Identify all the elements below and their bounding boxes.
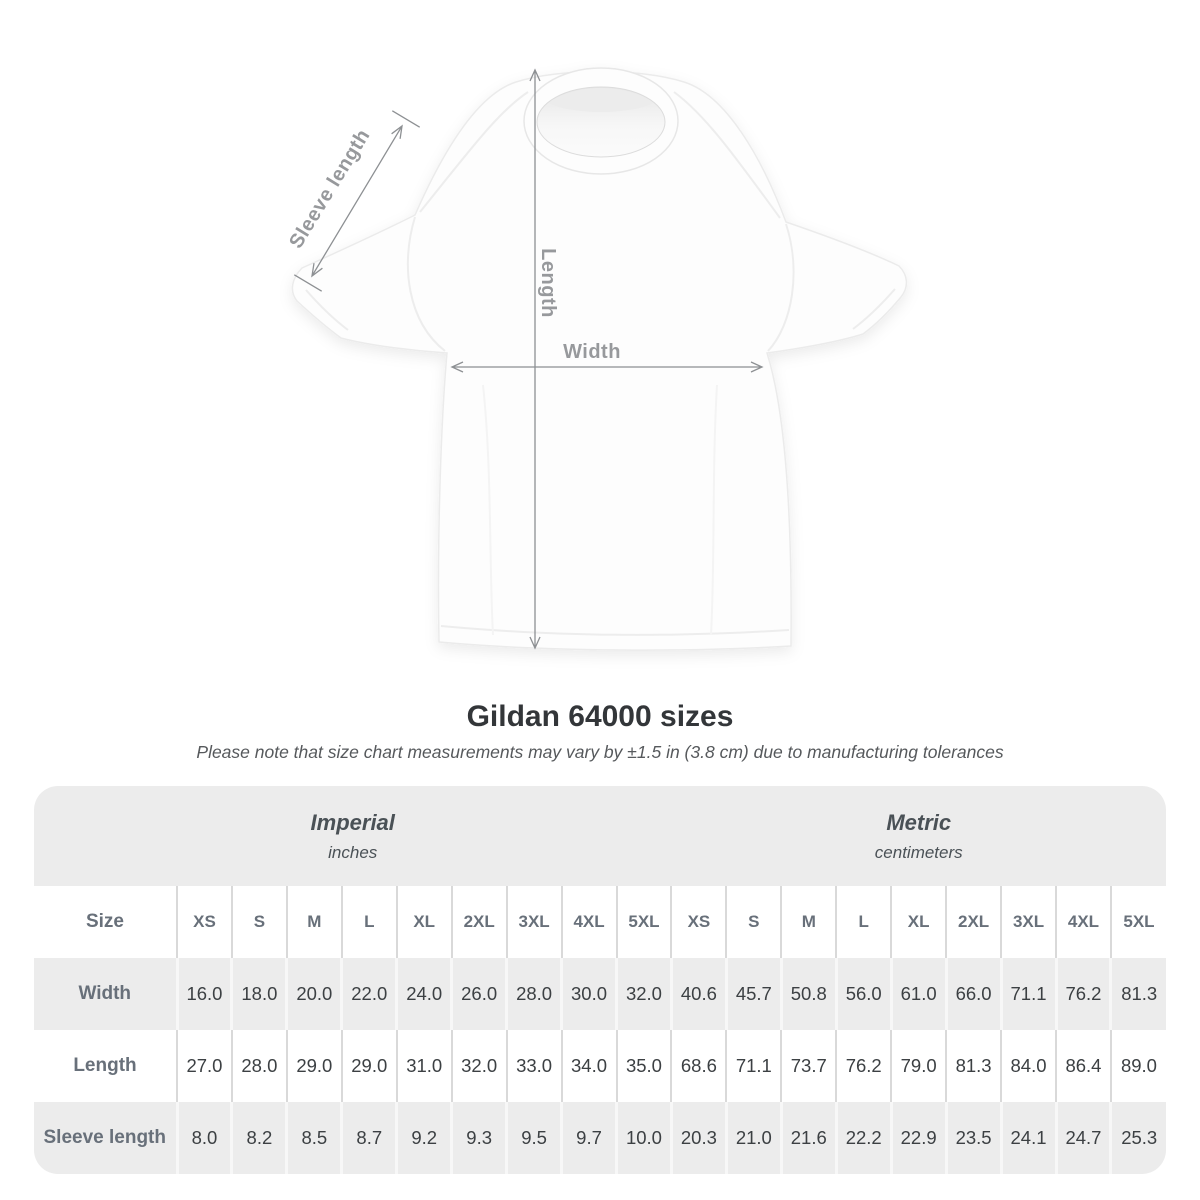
sleeve-value-cell: 8.2	[232, 1102, 287, 1174]
size-col-header: 2XL	[452, 886, 507, 958]
length-row	[34, 1030, 1166, 1102]
size-chart-table	[34, 786, 1166, 1174]
length-value-cell: 33.0	[507, 1030, 562, 1102]
width-value-cell: 18.0	[232, 958, 287, 1030]
sleeve-value-cell: 21.0	[726, 1102, 781, 1174]
width-value-cell: 81.3	[1111, 958, 1166, 1030]
tshirt-diagram-svg	[240, 40, 960, 680]
width-value-cell: 40.6	[671, 958, 726, 1030]
width-value-cell: 45.7	[726, 958, 781, 1030]
width-value-cell: 22.0	[342, 958, 397, 1030]
length-value-cell: 28.0	[232, 1030, 287, 1102]
sleeve-value-cell: 21.6	[781, 1102, 836, 1174]
row-label-length: Length	[34, 1030, 177, 1102]
row-label-sleeve-length: Sleeve length	[34, 1102, 177, 1174]
width-value-cell: 66.0	[946, 958, 1001, 1030]
imperial-group-unit: inches	[328, 842, 378, 862]
size-col-header: M	[287, 886, 342, 958]
width-value-cell: 16.0	[177, 958, 232, 1030]
imperial-group-header	[34, 786, 671, 886]
length-value-cell: 35.0	[617, 1030, 672, 1102]
metric-group-header	[671, 786, 1166, 886]
width-value-cell: 20.0	[287, 958, 342, 1030]
length-value-cell: 84.0	[1001, 1030, 1056, 1102]
size-col-header: S	[232, 886, 287, 958]
sleeve-value-cell: 25.3	[1111, 1102, 1166, 1174]
sleeve-value-cell: 9.3	[452, 1102, 507, 1174]
row-label-size: Size	[34, 886, 177, 958]
sleeve-value-cell: 24.1	[1001, 1102, 1056, 1174]
page-title: Gildan 64000 sizes	[466, 700, 734, 733]
length-value-cell: 71.1	[726, 1030, 781, 1102]
size-col-header: XS	[177, 886, 232, 958]
width-row	[34, 958, 1166, 1030]
width-value-cell: 32.0	[617, 958, 672, 1030]
tolerance-note: Please note that size chart measurements may vary by ±1.5 in (3.8 cm) due to manufacturing tolerances	[196, 742, 1004, 762]
length-value-cell: 89.0	[1111, 1030, 1166, 1102]
size-col-header: 4XL	[562, 886, 617, 958]
metric-group-title: Metric	[886, 809, 952, 835]
row-label-width: Width	[34, 958, 177, 1030]
sleeve-value-cell: 23.5	[946, 1102, 1001, 1174]
sleeve-value-cell: 9.2	[397, 1102, 452, 1174]
sleeve-length-row	[34, 1102, 1166, 1174]
length-value-cell: 27.0	[177, 1030, 232, 1102]
sleeve-value-cell: 22.2	[836, 1102, 891, 1174]
imperial-group-title: Imperial	[310, 809, 395, 835]
length-value-cell: 34.0	[562, 1030, 617, 1102]
size-col-header: 3XL	[507, 886, 562, 958]
size-col-header: 3XL	[1001, 886, 1056, 958]
length-value-cell: 81.3	[946, 1030, 1001, 1102]
size-col-header: XL	[891, 886, 946, 958]
unit-group-row	[34, 786, 1166, 886]
sleeve-value-cell: 10.0	[617, 1102, 672, 1174]
sleeve-value-cell: 9.5	[507, 1102, 562, 1174]
length-value-cell: 79.0	[891, 1030, 946, 1102]
sleeve-value-cell: 20.3	[671, 1102, 726, 1174]
size-col-header: XS	[671, 886, 726, 958]
length-value-cell: 31.0	[397, 1030, 452, 1102]
width-value-cell: 61.0	[891, 958, 946, 1030]
size-col-header: M	[781, 886, 836, 958]
size-col-header: 4XL	[1056, 886, 1111, 958]
size-col-header: 5XL	[617, 886, 672, 958]
size-col-header: S	[726, 886, 781, 958]
sleeve-value-cell: 9.7	[562, 1102, 617, 1174]
tshirt-measurement-diagram	[240, 40, 960, 680]
size-chart-card	[34, 786, 1166, 1174]
sleeve-value-cell: 8.7	[342, 1102, 397, 1174]
length-dimension-label: Length	[537, 248, 559, 318]
collar	[524, 68, 678, 174]
width-value-cell: 71.1	[1001, 958, 1056, 1030]
length-value-cell: 73.7	[781, 1030, 836, 1102]
width-dimension-label: Width	[563, 341, 621, 363]
size-header-row	[34, 886, 1166, 958]
length-value-cell: 68.6	[671, 1030, 726, 1102]
width-value-cell: 56.0	[836, 958, 891, 1030]
sleeve-dimension-label: Sleeve length	[285, 125, 375, 253]
metric-group-unit: centimeters	[874, 842, 963, 862]
length-value-cell: 29.0	[342, 1030, 397, 1102]
size-col-header: 5XL	[1111, 886, 1166, 958]
size-col-header: L	[836, 886, 891, 958]
width-value-cell: 30.0	[562, 958, 617, 1030]
width-value-cell: 50.8	[781, 958, 836, 1030]
length-value-cell: 29.0	[287, 1030, 342, 1102]
size-col-header: 2XL	[946, 886, 1001, 958]
sleeve-value-cell: 24.7	[1056, 1102, 1111, 1174]
length-value-cell: 76.2	[836, 1030, 891, 1102]
length-value-cell: 32.0	[452, 1030, 507, 1102]
width-value-cell: 28.0	[507, 958, 562, 1030]
sleeve-value-cell: 22.9	[891, 1102, 946, 1174]
width-value-cell: 26.0	[452, 958, 507, 1030]
size-col-header: XL	[397, 886, 452, 958]
size-col-header: L	[342, 886, 397, 958]
width-value-cell: 76.2	[1056, 958, 1111, 1030]
length-value-cell: 86.4	[1056, 1030, 1111, 1102]
sleeve-value-cell: 8.5	[287, 1102, 342, 1174]
sleeve-value-cell: 8.0	[177, 1102, 232, 1174]
width-value-cell: 24.0	[397, 958, 452, 1030]
